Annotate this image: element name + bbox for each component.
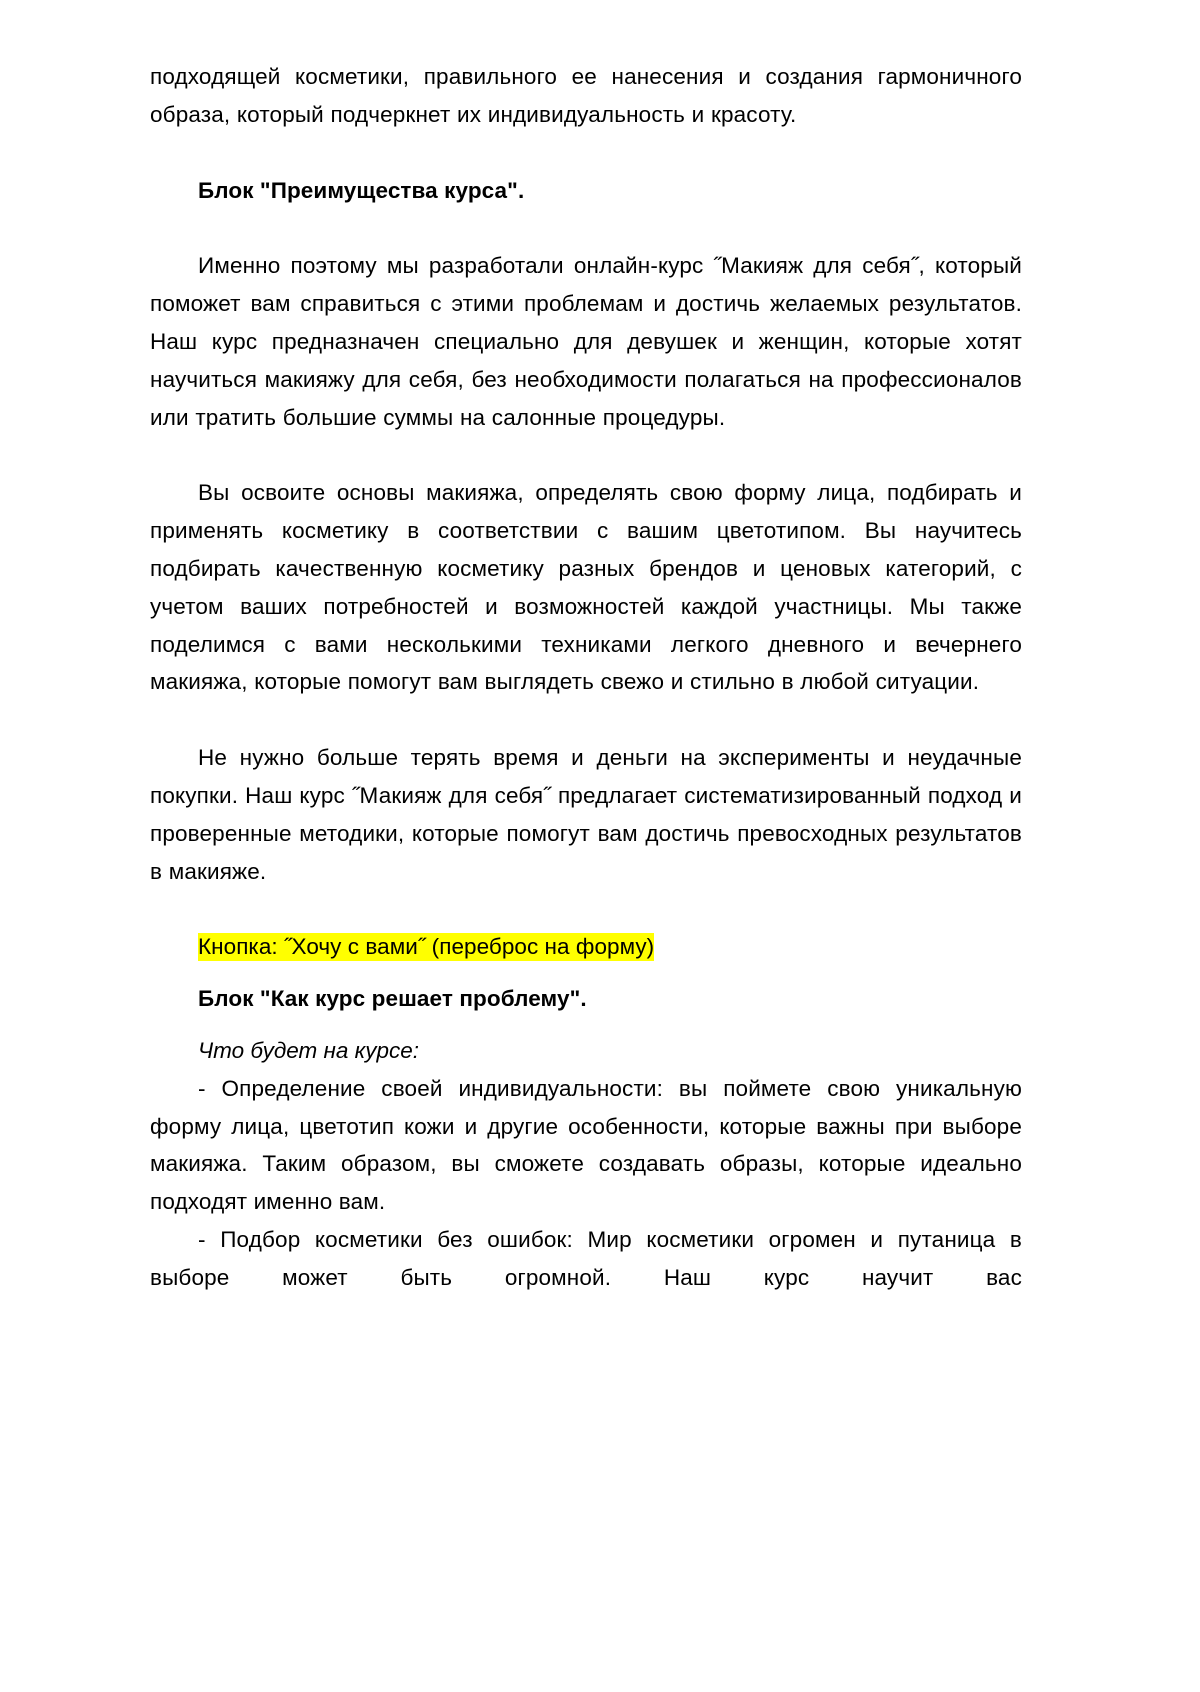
spacer xyxy=(150,701,1022,739)
spacer xyxy=(150,966,1022,980)
spacer xyxy=(150,890,1022,928)
list-item: - Подбор косметики без ошибок: Мир косметики огромен и путаница в выборе может быть огромной. Наш курс научит вас xyxy=(150,1226,1022,1290)
spacer xyxy=(150,436,1022,474)
section-heading-advantages: Блок "Преимущества курса". xyxy=(198,177,525,203)
spacer xyxy=(150,209,1022,247)
cta-callout-line xyxy=(150,928,1022,966)
paragraph-what-you-learn: Вы освоите основы макияжа, определять свою форму лица, подбирать и применять косметику в соответствии с вашим цветотипом. Вы научитесь подбирать качественную косметику разных брендов и ценовых категорий, с учетом ваших потребностей и возможностей каждой участницы. Мы также поделимся с вами несколькими техниками легкого дневного и вечернего макияжа, которые помогут вам выглядеть свежо и стильно в любой ситуации. xyxy=(150,480,1022,695)
spacer xyxy=(150,1018,1022,1032)
paragraph-why-we-created: Именно поэтому мы разработали онлайн-курс ˝Макияж для себя˝, который поможет вам справиться с этими проблемам и достичь желаемых результатов. Наш курс предназначен специально для девушек и женщин, которые хотят научиться макияжу для себя, без необходимости полагаться на профессионалов или тратить большие суммы на салонные процедуры. xyxy=(150,253,1022,430)
subheading-what-is-in-course: Что будет на курсе: xyxy=(198,1037,420,1063)
section-heading-how-course-solves: Блок "Как курс решает проблему". xyxy=(198,986,587,1012)
paragraph-no-more-waste: Не нужно больше терять время и деньги на эксперименты и неудачные покупки. Наш курс ˝Макияж для себя˝ предлагает систематизированный подход и проверенные методики, которые помогут вам достичь превосходных результатов в макияже. xyxy=(150,745,1022,884)
document-body xyxy=(150,58,1022,1334)
cta-highlight[interactable]: Кнопка: ˝Хочу с вами˝ (переброс на форму) xyxy=(198,934,655,960)
continuation-paragraph: подходящей косметики, правильного ее нанесения и создания гармоничного образа, который подчеркнет их индивидуальность и красоту. xyxy=(150,64,1022,127)
list-item: - Определение своей индивидуальности: вы поймете свою уникальную форму лица, цветотип кожи и другие особенности, которые важны при выборе макияжа. Таким образом, вы сможете создавать образы, которые идеально подходят именно вам. xyxy=(150,1075,1022,1215)
spacer xyxy=(150,134,1022,172)
